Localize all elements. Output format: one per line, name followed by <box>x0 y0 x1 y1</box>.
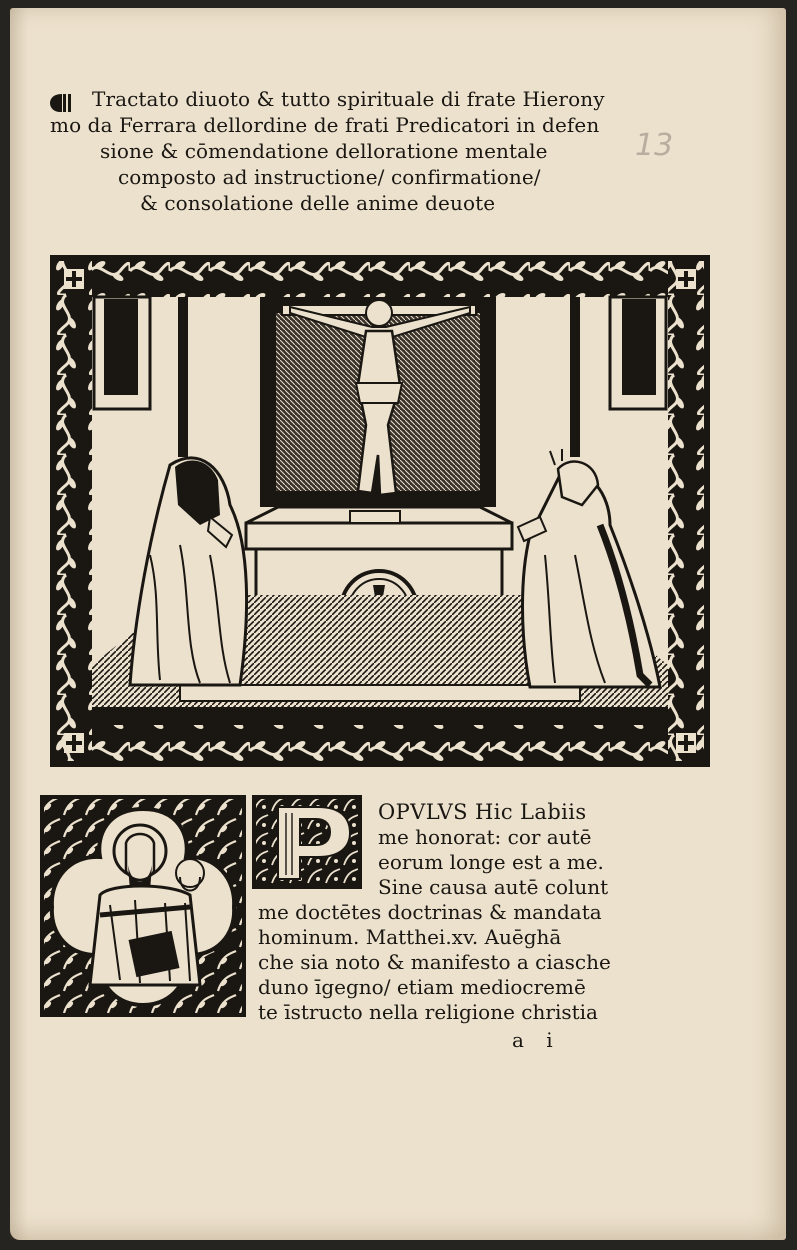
crucifixion-woodcut <box>50 255 710 767</box>
heading-line: sione & cōmendatione delloratione mentale <box>100 139 548 163</box>
body-line: OPVLVS Hic Labiis <box>378 800 587 824</box>
body-line: duno īgegno/ etiam mediocremē <box>258 975 586 999</box>
ornamental-initial-p-icon <box>252 795 362 889</box>
heading-line: Tractato diuoto & tutto spirituale di frate Hierony <box>92 87 605 111</box>
body-line: te īstructo nella religione christia <box>258 1000 598 1024</box>
saint-woodcut <box>40 795 246 1017</box>
page-gutter-shadow <box>10 8 28 1240</box>
heading-line: composto ad instructione/ confirmatione/ <box>118 165 541 189</box>
signature-mark: a i <box>512 1028 561 1052</box>
body-line: me honorat: cor autē <box>378 825 592 849</box>
body-line: che sia noto & manifesto a ciasche <box>258 950 611 974</box>
body-line: eorum longe est a me. <box>378 850 604 874</box>
body-line: hominum. Matthei.xv. Auēghā <box>258 925 562 949</box>
body-line: me doctētes doctrinas & mandata <box>258 900 602 924</box>
pencil-folio-note: 13 <box>635 128 674 163</box>
heading-line: & consolatione delle anime deuote <box>140 191 496 215</box>
heading-line: mo da Ferrara dellordine de frati Predicatori in defen <box>50 113 600 137</box>
pilcrow-icon <box>48 92 72 114</box>
body-line: Sine causa autē colunt <box>378 875 609 899</box>
